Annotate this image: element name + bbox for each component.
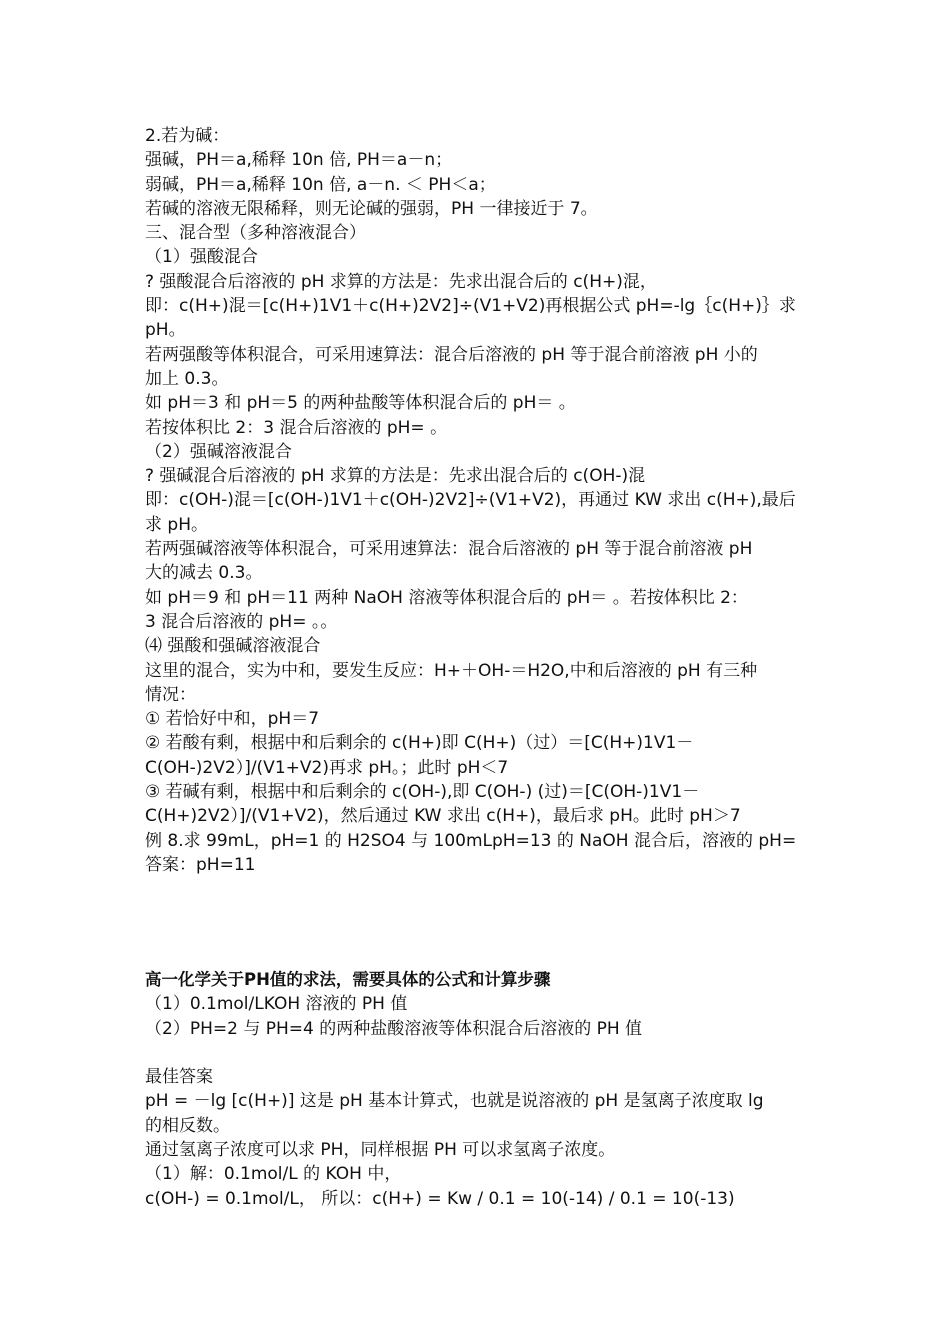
answer-line: c(OH-) = 0.1mol/L， 所以：c(H+) = Kw / 0.1 = 10(-14) / 0.1 = 10(-13) bbox=[145, 1188, 735, 1209]
text-line: 若按体积比 2：3 混合后溶液的 pH= 。 bbox=[145, 417, 448, 438]
text-line: 即：c(H+)混＝[c(H+)1V1＋c(H+)2V2]÷(V1+V2)再根据公式 pH=-lg｛c(H+)｝求 bbox=[145, 296, 796, 317]
text-line: 如 pH＝3 和 pH＝5 的两种盐酸等体积混合后的 pH＝ 。 bbox=[145, 393, 576, 414]
text-line: 加上 0.3。 bbox=[145, 368, 229, 389]
text-line: 三、混合型（多种溶液混合） bbox=[145, 223, 366, 244]
section-question-answer bbox=[145, 968, 825, 1211]
text-line: pH。 bbox=[145, 320, 186, 341]
answer-line: 通过氢离子浓度可以求 PH，同样根据 PH 可以求氢离子浓度。 bbox=[145, 1140, 616, 1161]
text-line: 若两强酸等体积混合，可采用速算法：混合后溶液的 pH 等于混合前溶液 pH 小的 bbox=[145, 344, 758, 365]
text-line: 这里的混合，实为中和，要发生反应：H+＋OH-＝H2O,中和后溶液的 pH 有三种 bbox=[145, 660, 758, 681]
text-line: ? 强碱混合后溶液的 pH 求算的方法是：先求出混合后的 c(OH-)混 bbox=[145, 466, 646, 487]
text-line: 强碱，PH＝a,稀释 10n 倍, PH＝a－n； bbox=[145, 150, 453, 171]
text-line: ② 若酸有剩，根据中和后剩余的 c(H+)即 C(H+)（过）＝[C(H+)1V1－ bbox=[145, 733, 694, 754]
text-line: （2）强碱溶液混合 bbox=[145, 441, 292, 462]
text-line: 3 混合后溶液的 pH= 。。 bbox=[145, 611, 338, 632]
text-line: 大的减去 0.3。 bbox=[145, 563, 263, 584]
text-line: 情况： bbox=[145, 684, 196, 705]
text-line: ? 强酸混合后溶液的 pH 求算的方法是：先求出混合后的 c(H+)混， bbox=[145, 271, 657, 292]
text-line: 2.若为碱： bbox=[145, 126, 230, 146]
section-base-mixing bbox=[145, 124, 825, 877]
spacer bbox=[145, 1041, 825, 1065]
text-line: ① 若恰好中和，pH＝7 bbox=[145, 709, 320, 730]
question-item: （1）0.1mol/LKOH 溶液的 PH 值 bbox=[145, 994, 408, 1015]
text-line: （1）强酸混合 bbox=[145, 247, 258, 268]
question-item: （2）PH=2 与 PH=4 的两种盐酸溶液等体积混合后溶液的 PH 值 bbox=[145, 1018, 643, 1039]
text-line: 如 pH＝9 和 pH＝11 两种 NaOH 溶液等体积混合后的 pH＝ 。若按体积比 2： bbox=[145, 587, 748, 608]
text-line: 求 pH。 bbox=[145, 514, 208, 535]
text-line: C(H+)2V2）]/(V1+V2)，然后通过 KW 求出 c(H+)，最后求 pH。此时 pH＞7 bbox=[145, 806, 741, 827]
answer-label: 最佳答案 bbox=[145, 1067, 213, 1088]
answer-line: （1）解：0.1mol/L 的 KOH 中， bbox=[145, 1164, 402, 1185]
text-line: ③ 若碱有剩，根据中和后剩余的 c(OH-),即 C(OH-) (过)＝[C(OH-)1V1－ bbox=[145, 782, 700, 803]
text-line: 答案：pH=11 bbox=[145, 854, 256, 875]
answer-line: pH = －lg [c(H+)] 这是 pH 基本计算式，也就是说溶液的 pH 是氢离子浓度取 lg bbox=[145, 1091, 764, 1112]
text-line: ⑷ 强酸和强碱溶液混合 bbox=[145, 636, 321, 657]
text-line: 即：c(OH-)混＝[c(OH-)1V1＋c(OH-)2V2]÷(V1+V2)，再通过 KW 求出 c(H+),最后 bbox=[145, 490, 796, 511]
text-line: 若两强碱溶液等体积混合，可采用速算法：混合后溶液的 pH 等于混合前溶液 pH bbox=[145, 539, 753, 560]
question-heading: 高一化学关于PH值的求法，需要具体的公式和计算步骤 bbox=[145, 970, 551, 989]
text-line: 弱碱，PH＝a,稀释 10n 倍, a－n. ＜ PH＜a； bbox=[145, 174, 496, 195]
text-line: C(OH-)2V2）]/(V1+V2)再求 pH。；此时 pH＜7 bbox=[145, 757, 509, 778]
answer-line: 的相反数。 bbox=[145, 1115, 230, 1136]
text-line: 若碱的溶液无限稀释，则无论碱的强弱，PH 一律接近于 7。 bbox=[145, 198, 598, 219]
text-line: 例 8.求 99mL，pH=1 的 H2SO4 与 100mLpH=13 的 NaOH 混合后，溶液的 pH= bbox=[145, 830, 797, 851]
